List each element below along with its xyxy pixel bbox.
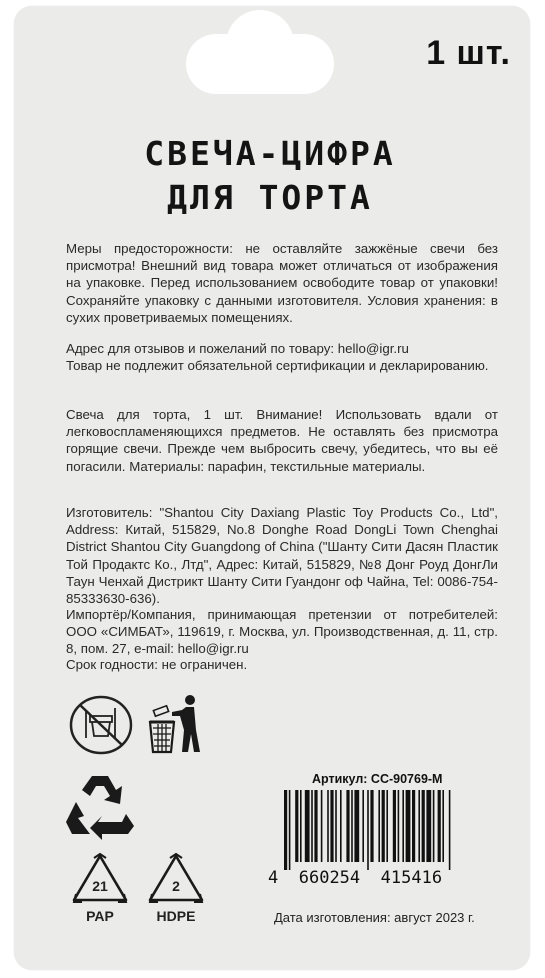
barcode-digits <box>268 868 442 888</box>
precautions-text: Меры предосторожности: не оставляйте зажжёные свечи без присмотра! Внешний вид товара может отличаться от изображения на упаковке. Перед использованием освободите товар от упаковки! Сохраняйте упаковку с данными изготовителя. Условия хранения: в сухих проветриваемых помещениях. <box>66 241 498 325</box>
hang-hole <box>186 34 334 94</box>
manufacture-date: Дата изготовления: август 2023 г. <box>274 910 475 925</box>
product-title-line2: ДЛЯ ТОРТА <box>167 178 373 217</box>
recycle-icon <box>62 772 138 845</box>
shelf-life-text: Срок годности: не ограничен. <box>66 657 248 672</box>
barcode-group-2: 415416 <box>380 868 443 888</box>
recycling-code-label: HDPE <box>156 908 196 924</box>
product-description-text: Свеча для торта, 1 шт. Внимание! Использовать вдали от легковоспламеняющихся предметов. Не оставлять без присмотра горящие свечи. Прежде чем выбросить свечу, убедитесь, что вы её погасили. Материалы: парафин, текстильные материалы. <box>66 407 498 474</box>
feedback-text: Адрес для отзывов и пожеланий по товару: hello@igr.ru <box>66 341 409 356</box>
barcode-first-digit: 4 <box>268 868 279 888</box>
certification-text: Товар не подлежит обязательной сертификации и декларированию. <box>66 358 489 373</box>
importer-text: Импортёр/Компания, принимающая претензии от потребителей: ООО «СИМБАТ», 119619, г. Москва, ул. Производственная, д. 11, стр. 8, пом. 27, e-mail: hello@igr.ru <box>66 607 498 657</box>
recycling-code-label: PAP <box>86 908 114 924</box>
barcode-group-1: 660254 <box>298 868 361 888</box>
recycling-code-number: 2 <box>172 878 180 894</box>
dispose-in-bin-icon <box>146 694 206 763</box>
article-number: Артикул: СС-90769-М <box>312 772 443 786</box>
quantity-label: 1 шт. <box>426 34 511 72</box>
barcode-bars <box>282 790 498 870</box>
not-for-food-icon <box>68 694 134 761</box>
product-title-line1: СВЕЧА-ЦИФРА <box>144 134 396 173</box>
manufacturer-text: Изготовитель: "Shantou City Daxiang Plastic Toy Products Co., Ltd", Address: Китай, 515829, No.8 Donghe Road DongLi Town Chenghai District Shantou City Guangdong of China ("Шанту Сити Дасян Пластик Той Продактс Ко., Лтд", Адрес: Китай, 515829, №8 Донг Роуд ДонгЛи Таун Ченхай Дистрикт Шанту Сити Гуандонг оф Чайна, Tel: 0086-754-85333630-636). <box>66 505 498 607</box>
recycling-code-number: 21 <box>92 878 108 894</box>
